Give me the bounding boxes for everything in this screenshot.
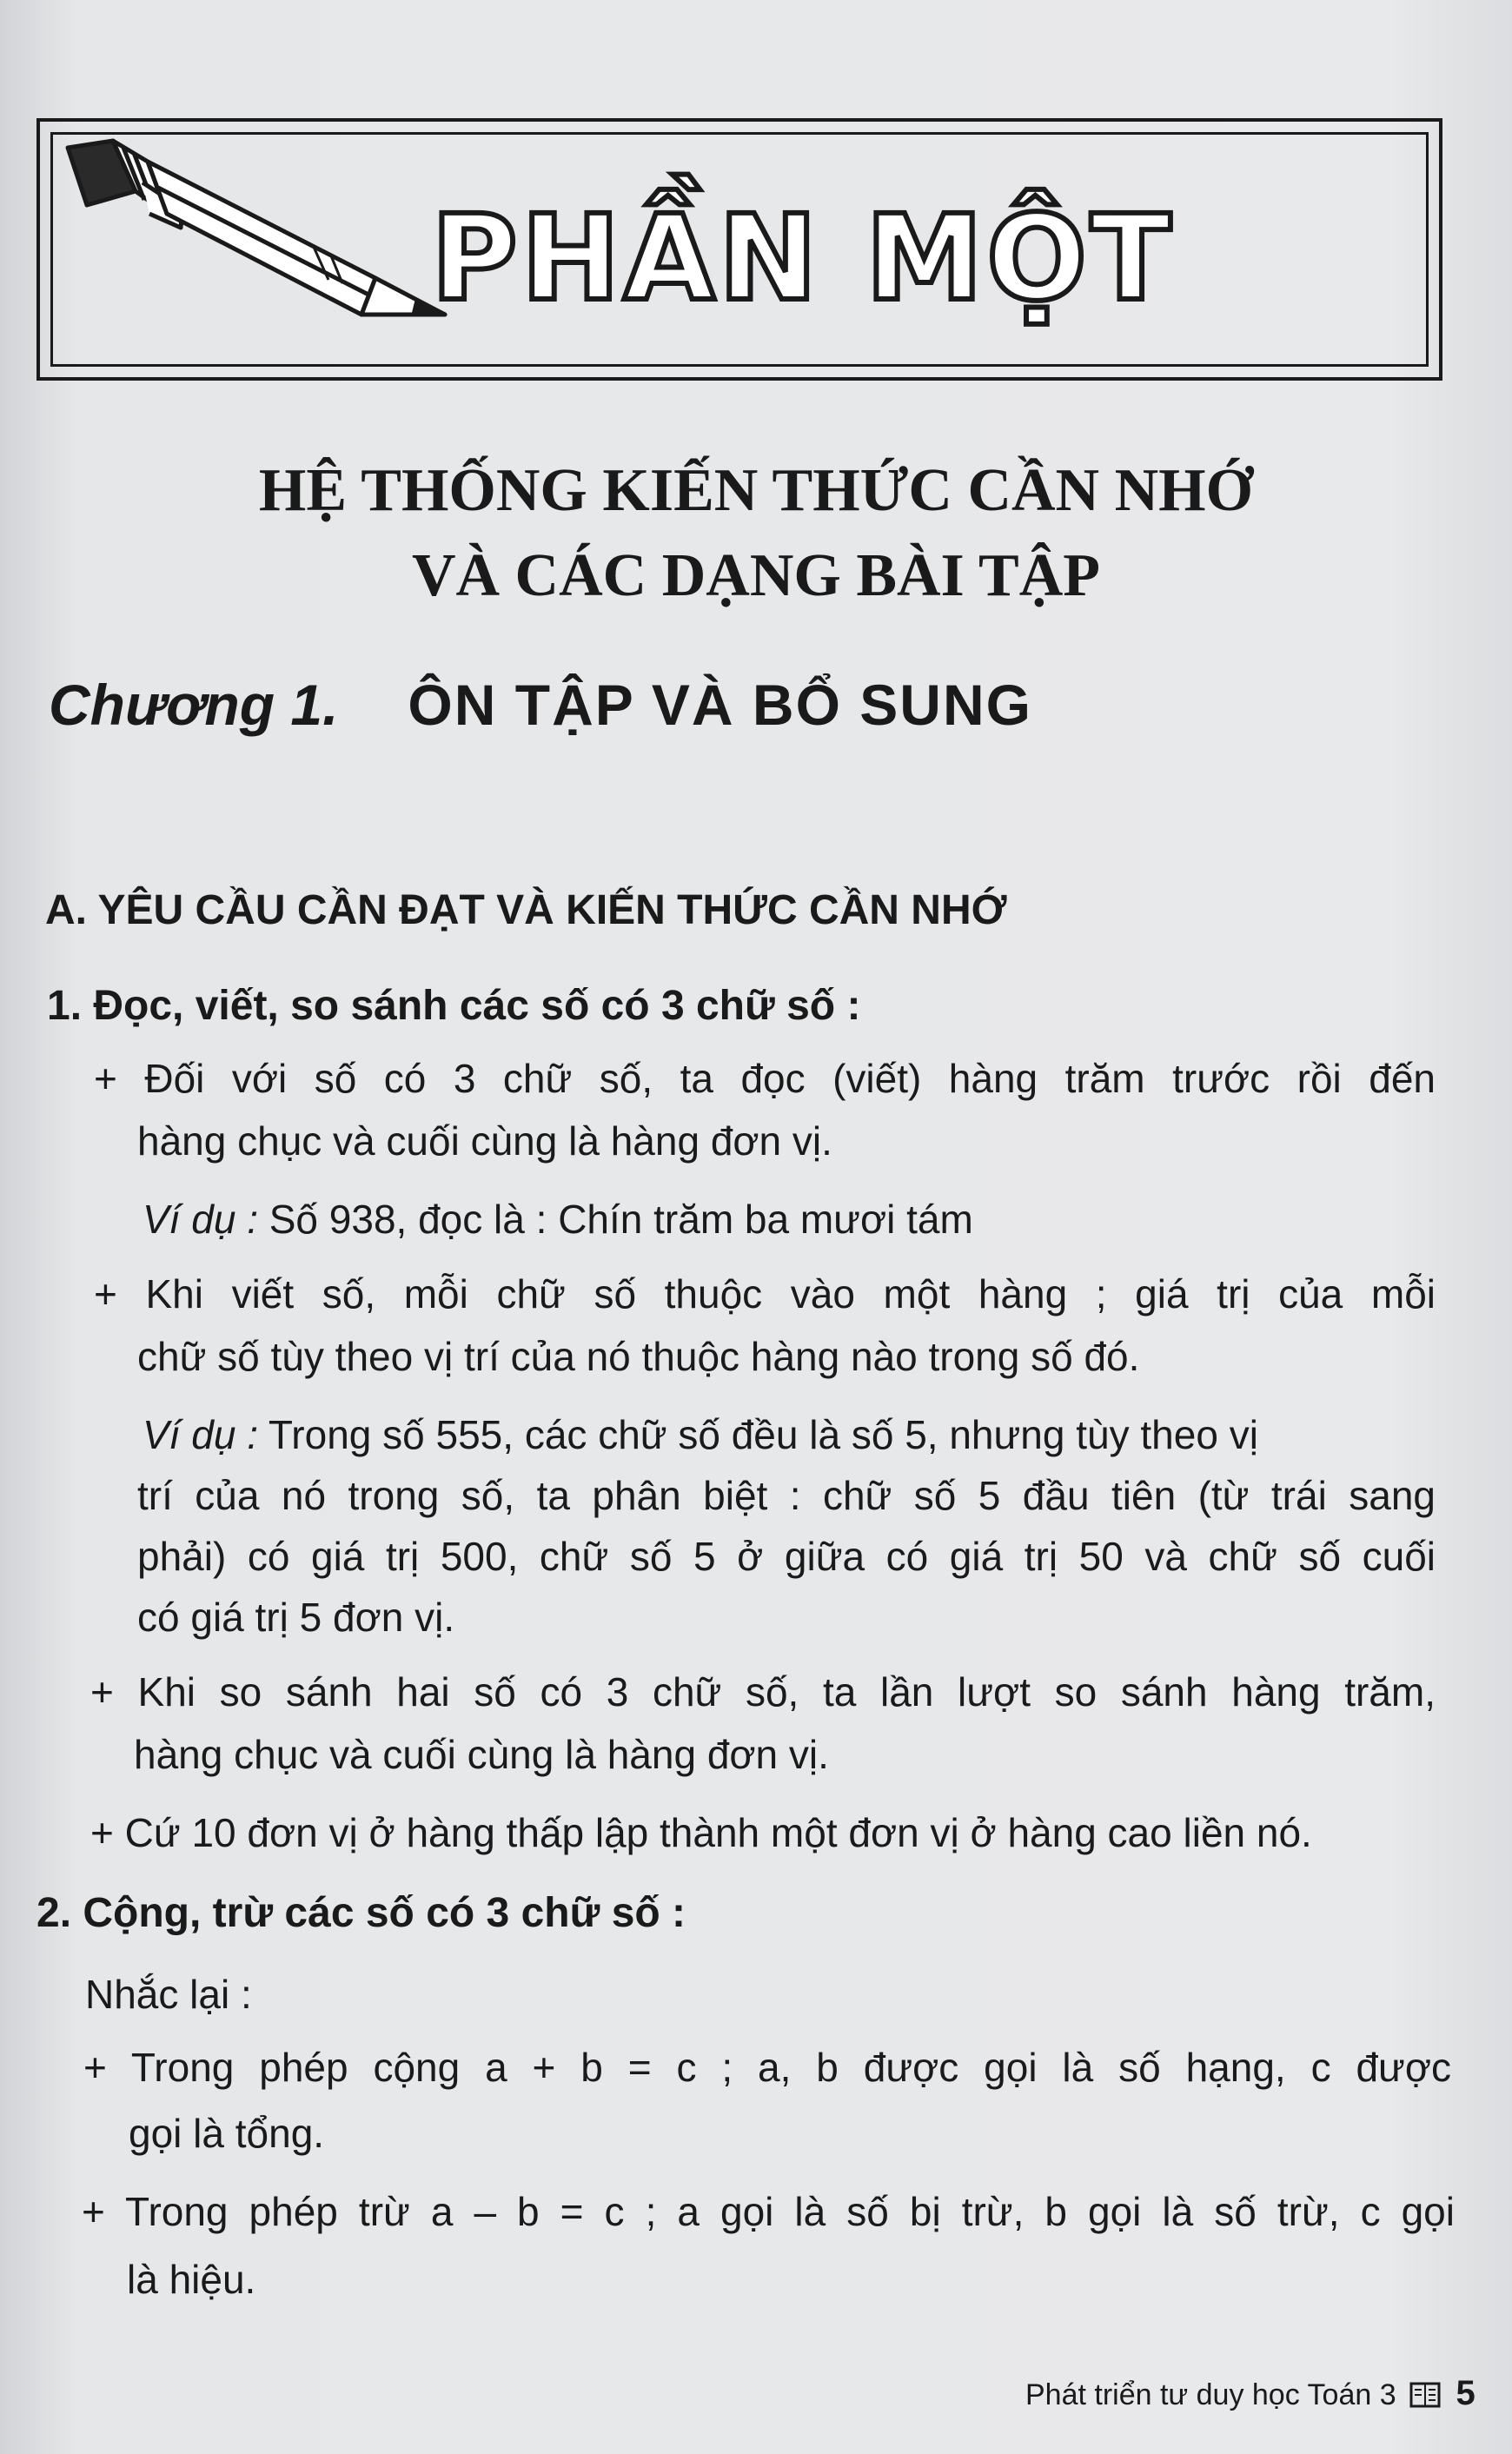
example-label: Ví dụ : (143, 1197, 258, 1242)
part-title: PHẦN MỘT (431, 190, 1175, 328)
topic-1-example-2-line-1 (143, 1412, 1436, 1457)
example-label: Ví dụ : (143, 1412, 258, 1457)
topic-2-heading: 2. Cộng, trừ các số có 3 chữ số : (36, 1890, 686, 1936)
page-number: 5 (1456, 2374, 1476, 2412)
topic-1-bullet-1-line-1: + Đối với số có 3 chữ số, ta đọc (viết) hàng trăm trước rồi đến (94, 1056, 1436, 1101)
page-footer (1025, 2376, 1476, 2411)
book-icon (1409, 2382, 1441, 2408)
topic-1-bullet-1-line-2: hàng chục và cuối cùng là hàng đơn vị. (137, 1118, 832, 1164)
chapter-heading (49, 673, 1032, 737)
chapter-number: Chương 1. (49, 673, 339, 737)
main-title-line-2: VÀ CÁC DẠNG BÀI TẬP (411, 542, 1101, 609)
main-title-line-1: HỆ THỐNG KIẾN THỨC CẦN NHỚ (258, 457, 1254, 524)
section-a-heading: A. YÊU CẦU CẦN ĐẠT VÀ KIẾN THỨC CẦN NHỚ (45, 887, 1007, 933)
topic-1-bullet-3-line-1: + Khi so sánh hai số có 3 chữ số, ta lần lượt so sánh hàng trăm, (90, 1669, 1436, 1714)
topic-1-example-2-line-2: trí của nó trong số, ta phân biệt : chữ số 5 đầu tiên (từ trái sang (137, 1473, 1436, 1518)
topic-2-recall: Nhắc lại : (85, 1972, 252, 2017)
topic-2-bullet-1-line-1: + Trong phép cộng a + b = c ; a, b được gọi là số hạng, c được (83, 2045, 1451, 2090)
topic-1-bullet-3-line-2: hàng chục và cuối cùng là hàng đơn vị. (134, 1732, 829, 1777)
topic-1-bullet-2-line-2: chữ số tùy theo vị trí của nó thuộc hàng nào trong số đó. (137, 1334, 1140, 1379)
topic-1-bullet-2-line-1: + Khi viết số, mỗi chữ số thuộc vào một hàng ; giá trị của mỗi (94, 1271, 1436, 1317)
topic-1-example-1 (143, 1197, 973, 1242)
topic-1-example-2-line-4: có giá trị 5 đơn vị. (137, 1595, 455, 1640)
topic-2-bullet-1-line-2: gọi là tổng. (129, 2111, 325, 2156)
topic-2-bullet-2-line-1: + Trong phép trừ a – b = c ; a gọi là số bị trừ, b gọi là số trừ, c gọi (82, 2189, 1455, 2234)
topic-1-bullet-4-line-1: + Cứ 10 đơn vị ở hàng thấp lập thành một đơn vị ở hàng cao liền nó. (90, 1810, 1312, 1855)
topic-1-heading: 1. Đọc, viết, so sánh các số có 3 chữ số : (47, 983, 861, 1029)
footer-book-title: Phát triển tư duy học Toán 3 (1025, 2378, 1396, 2411)
example-text: Trong số 555, các chữ số đều là số 5, nhưng tùy theo vị (257, 1412, 1258, 1457)
example-text: Số 938, đọc là : Chín trăm ba mươi tám (257, 1197, 973, 1242)
pencil-icon (52, 130, 452, 322)
chapter-name: ÔN TẬP VÀ BỔ SUNG (408, 673, 1032, 737)
topic-2-bullet-2-line-2: là hiệu. (127, 2257, 256, 2302)
topic-1-example-2-line-3: phải) có giá trị 500, chữ số 5 ở giữa có giá trị 50 và chữ số cuối (137, 1534, 1436, 1579)
